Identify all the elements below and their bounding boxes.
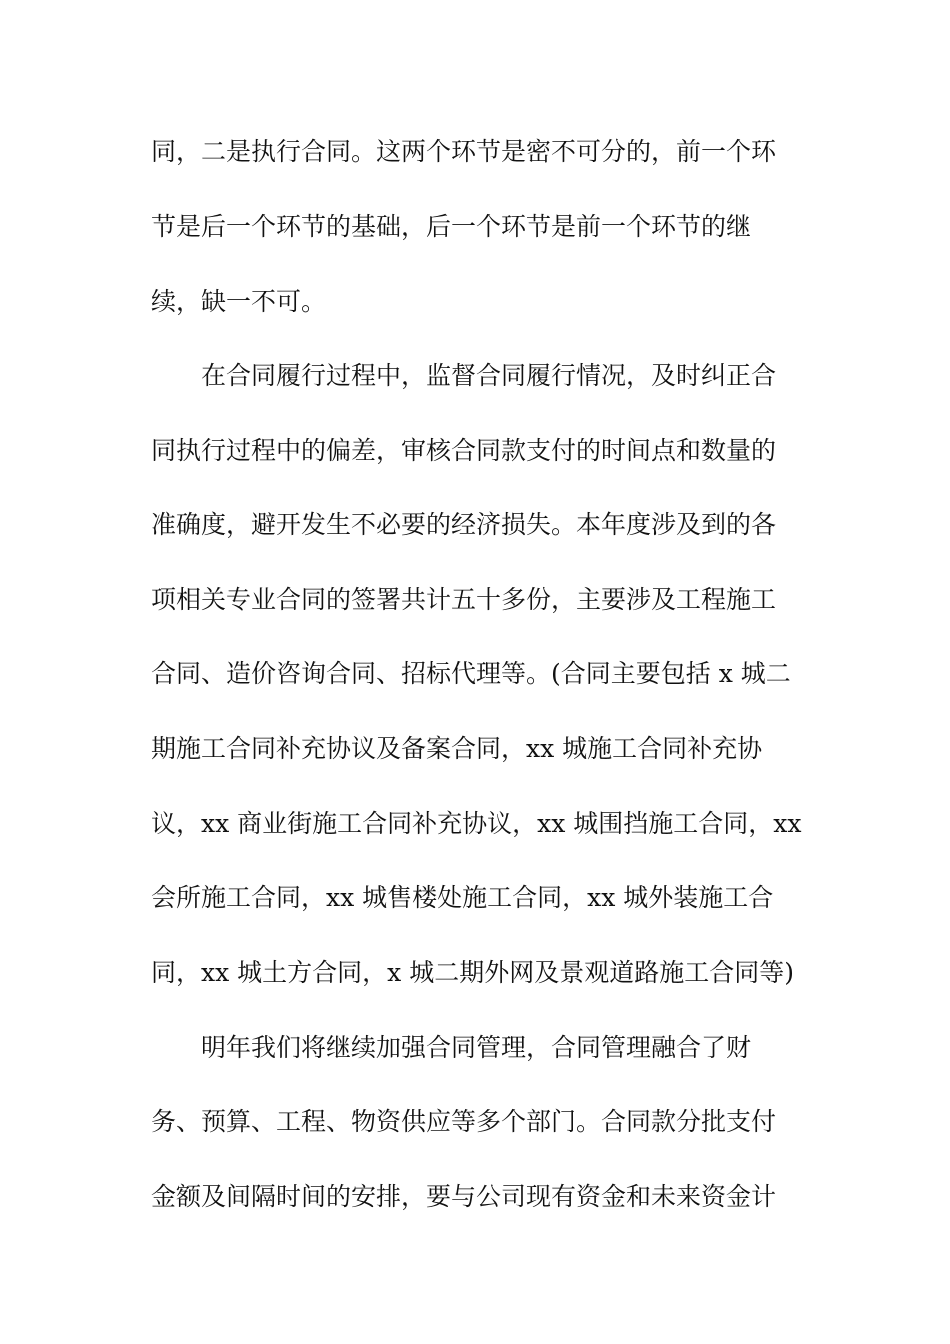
text-line: 续，缺一不可。 [151,287,327,316]
text-line: 准确度，避开发生不必要的经济损失。本年度涉及到的各 [151,510,777,539]
text-line: 会所施工合同，xx 城售楼处施工合同，xx 城外装施工合 [151,883,774,912]
text-line: 金额及间隔时间的安排，要与公司现有资金和未来资金计 [151,1182,777,1211]
text-line: 项相关专业合同的签署共计五十多份，主要涉及工程施工 [151,585,777,614]
text-line: 务、预算、工程、物资供应等多个部门。合同款分批支付 [151,1107,777,1136]
text-line: 节是后一个环节的基础，后一个环节是前一个环节的继 [151,212,752,241]
text-line: 合同、造价咨询合同、招标代理等。(合同主要包括 x 城二 [151,659,791,688]
text-line: 期施工合同补充协议及备案合同，xx 城施工合同补充协 [151,734,763,763]
text-line: 同，xx 城土方合同，x 城二期外网及景观道路施工合同等) [151,958,794,987]
paragraph-first-line: 在合同履行过程中，监督合同履行情况，及时纠正合 [201,361,777,390]
text-line: 同，二是执行合同。这两个环节是密不可分的，前一个环 [151,137,777,166]
paragraph-first-line: 明年我们将继续加强合同管理，合同管理融合了财 [201,1033,752,1062]
text-line: 同执行过程中的偏差，审核合同款支付的时间点和数量的 [151,436,777,465]
text-line: 议，xx 商业街施工合同补充协议，xx 城围挡施工合同，xx [151,809,802,838]
